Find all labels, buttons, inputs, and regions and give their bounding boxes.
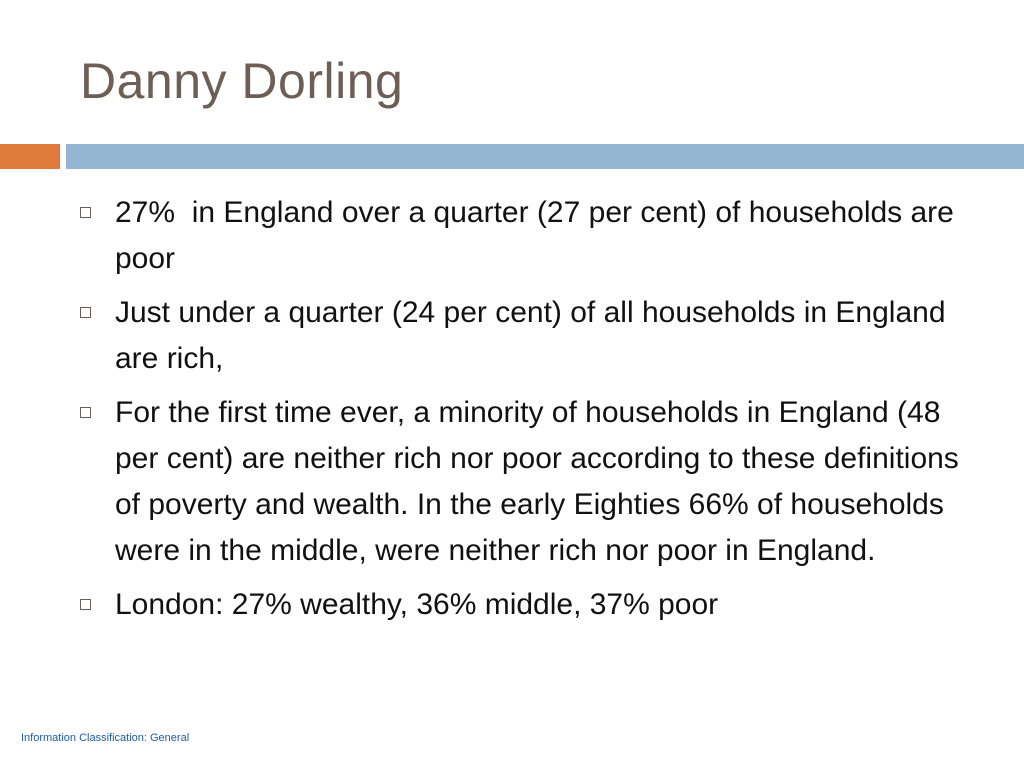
classification-footer: Information Classification: General (21, 732, 190, 744)
square-bullet-icon (80, 207, 91, 218)
accent-bar-orange (0, 144, 60, 169)
bullet-text: For the first time ever, a minority of households in England (48 per cent) are neither rich nor poor according to these definitions of poverty and wealth. In the early Eighties 66% of households were in the middle, were neither rich nor poor in England. (115, 396, 959, 567)
bullet-item (80, 582, 980, 628)
square-bullet-icon (80, 599, 91, 610)
bullet-item (80, 290, 980, 382)
square-bullet-icon (80, 407, 91, 418)
bullet-text: 27% in England over a quarter (27 per cent) of households are poor (115, 196, 963, 275)
square-bullet-icon (80, 307, 91, 318)
slide-title: Danny Dorling (80, 53, 404, 109)
bullet-item (80, 390, 980, 574)
bullet-item (80, 190, 980, 282)
bullet-text: Just under a quarter (24 per cent) of all households in England are rich, (115, 296, 946, 375)
bullet-list (80, 190, 980, 636)
accent-bar-blue (66, 144, 1024, 169)
bullet-text: London: 27% wealthy, 36% middle, 37% poor (115, 588, 719, 621)
